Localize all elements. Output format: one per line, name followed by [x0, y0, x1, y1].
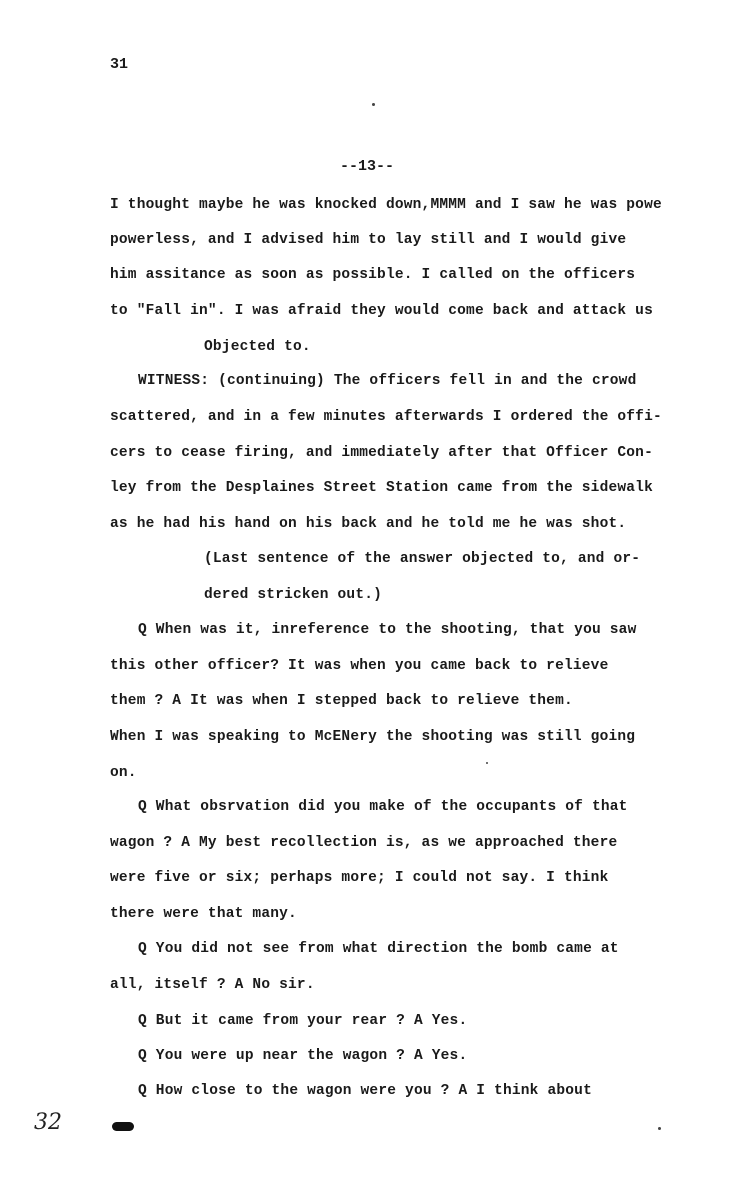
ink-speck — [658, 1127, 661, 1130]
objection-note: (Last sentence of the answer objected to, and or- — [204, 551, 641, 567]
text-line: as he had his hand on his back and he told me he was shot. — [110, 516, 627, 532]
text-line: I thought maybe he was knocked down,MMMM and I saw he was powe — [110, 197, 662, 213]
text-line: them ? A It was when I stepped back to relieve them. — [110, 693, 573, 709]
text-line: scattered, and in a few minutes afterwards I ordered the offi- — [110, 409, 662, 425]
question-line: Q When was it, inreference to the shooting, that you saw — [138, 622, 637, 638]
text-line: were five or six; perhaps more; I could not say. I think — [110, 870, 609, 886]
objection-note: Objected to. — [204, 339, 311, 355]
text-line: to "Fall in". I was afraid they would come back and attack us — [110, 303, 653, 319]
text-line: cers to cease firing, and immediately after that Officer Con- — [110, 445, 653, 461]
text-line: powerless, and I advised him to lay still and I would give — [110, 232, 627, 248]
objection-note: dered stricken out.) — [204, 587, 383, 603]
question-line: Q But it came from your rear ? A Yes. — [138, 1013, 468, 1029]
text-line: all, itself ? A No sir. — [110, 977, 315, 993]
text-line: him assitance as soon as possible. I called on the officers — [110, 267, 636, 283]
question-line: Q You did not see from what direction the bomb came at — [138, 941, 619, 957]
question-line: Q How close to the wagon were you ? A I think about — [138, 1083, 592, 1099]
question-line: Q You were up near the wagon ? A Yes. — [138, 1048, 468, 1064]
text-line: wagon ? A My best recollection is, as we approached there — [110, 835, 618, 851]
text-line: When I was speaking to McENery the shooting was still going — [110, 729, 636, 745]
text-line: this other officer? It was when you came back to relieve — [110, 658, 609, 674]
question-line: Q What obsrvation did you make of the occupants of that — [138, 799, 628, 815]
ink-smudge — [112, 1122, 134, 1131]
margin-page-number: 32 — [34, 1110, 62, 1135]
ink-speck — [486, 762, 488, 764]
page-number: 31 — [110, 56, 129, 73]
text-line: on. — [110, 765, 137, 781]
text-line: there were that many. — [110, 906, 297, 922]
text-line: ley from the Desplaines Street Station came from the sidewalk — [110, 480, 653, 496]
text-line: WITNESS: (continuing) The officers fell in and the crowd — [138, 373, 637, 389]
ink-speck — [372, 103, 375, 106]
section-header: --13-- — [340, 158, 395, 175]
